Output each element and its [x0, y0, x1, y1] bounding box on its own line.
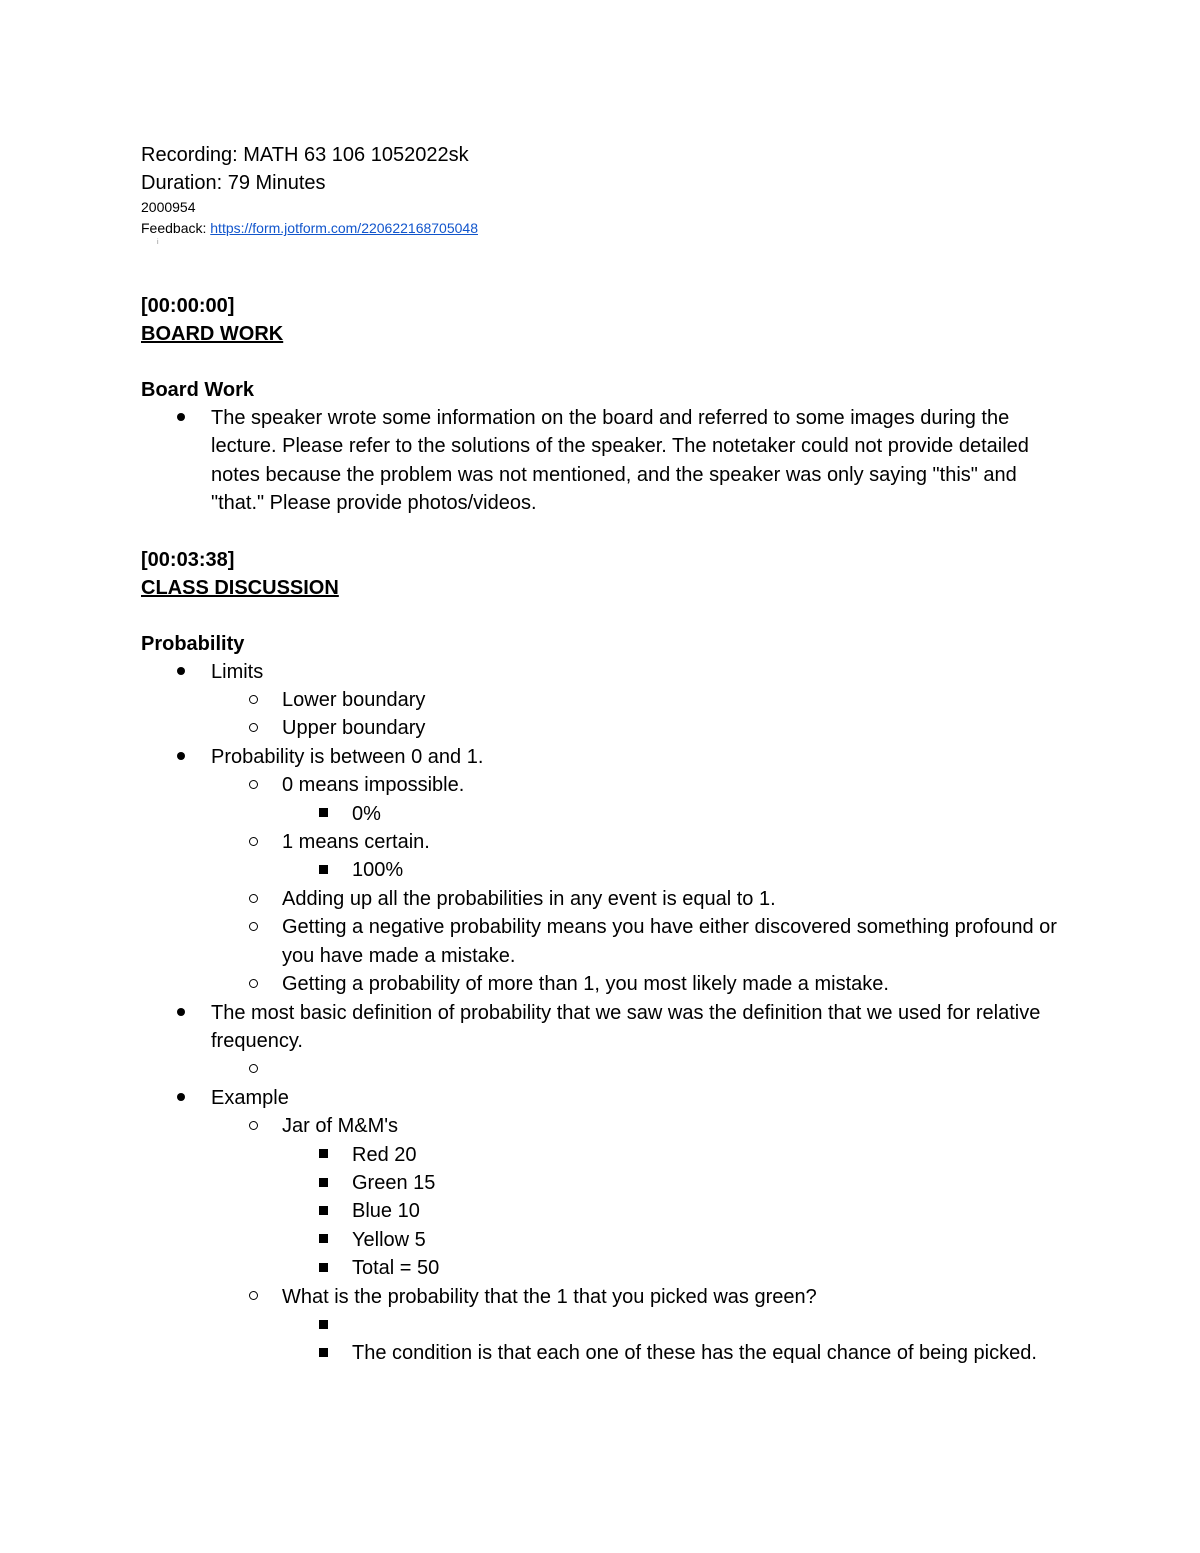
- list-item: [141, 1283, 1061, 1311]
- bullet-marker: [313, 1226, 333, 1254]
- subheading: Board Work: [141, 379, 254, 401]
- section-title: BOARD WORK: [141, 323, 284, 345]
- list-item-text: 0%: [352, 802, 381, 825]
- bullet-marker: [243, 686, 263, 714]
- list-item: [141, 1197, 1061, 1225]
- list-item-text: Probability is between 0 and 1.: [211, 745, 484, 768]
- list-item-text: 1 means certain.: [282, 831, 430, 854]
- bullet-marker: [171, 404, 191, 432]
- section-timestamp: [00:00:00]: [141, 295, 235, 317]
- list-item-text: Upper boundary: [282, 717, 426, 740]
- bullet-marker: [313, 1311, 333, 1339]
- feedback-line: [141, 218, 1061, 239]
- bullet-marker: [313, 856, 333, 884]
- list-item-text: What is the probability that the 1 that you picked was green?: [282, 1285, 817, 1308]
- section-title: CLASS DISCUSSION: [141, 576, 339, 599]
- bullet-marker: [313, 1339, 333, 1367]
- list-item: [141, 800, 1061, 828]
- bullet-marker: [313, 1141, 333, 1169]
- list-item: [141, 1226, 1061, 1254]
- document-page: [141, 0, 1061, 1368]
- bullet-marker: [243, 885, 263, 913]
- list-item: [141, 1084, 1061, 1112]
- bullet-marker: [243, 714, 263, 742]
- list-item: [141, 885, 1061, 913]
- list-item-text: 100%: [352, 859, 404, 882]
- bullet-marker: [313, 1197, 333, 1225]
- bullet-marker: [313, 1254, 333, 1282]
- list-item: [141, 404, 1061, 518]
- feedback-label: Feedback:: [141, 220, 211, 236]
- list-item-text: Blue 10: [352, 1200, 420, 1223]
- list-item-text: Green 15: [352, 1171, 436, 1194]
- list-item-text: Adding up all the probabilities in any event is equal to 1.: [282, 887, 776, 910]
- bullet-marker: [243, 970, 263, 998]
- list-item-text: The condition is that each one of these has the equal chance of being picked.: [352, 1342, 1037, 1365]
- list-item-text: Getting a negative probability means you have either discovered something profound or you have made a mistake.: [282, 916, 1057, 967]
- bullet-marker: [313, 1169, 333, 1197]
- list-item-text: The speaker wrote some information on the board and referred to some images during the lecture. Please refer to the solutions of the speaker. The notetaker could not provide detailed notes because the problem was not mentioned, and the speaker was only saying "this" and "that." Please provide photos/videos.: [211, 407, 1029, 515]
- list-item-text: Jar of M&M's: [282, 1115, 399, 1138]
- list-item-text: The most basic definition of probability that we saw was the definition that we used for relative frequency.: [211, 1001, 1041, 1052]
- bullet-marker: [243, 828, 263, 856]
- small-mark: i: [157, 239, 159, 246]
- list-item: [141, 1112, 1061, 1140]
- bullet-marker: [243, 913, 263, 941]
- list-item: [141, 771, 1061, 799]
- bullet-marker: [171, 658, 191, 686]
- list-item: [141, 686, 1061, 714]
- list-item: [141, 828, 1061, 856]
- list-item: [141, 970, 1061, 998]
- bullet-marker: [243, 1112, 263, 1140]
- list-item: [141, 1141, 1061, 1169]
- list-item-text: Total = 50: [352, 1257, 440, 1280]
- duration-text: Duration: 79 Minutes: [141, 172, 326, 194]
- list-item: [141, 856, 1061, 884]
- probability-list: [141, 658, 1061, 1368]
- bullet-marker: [171, 743, 191, 771]
- list-item: [141, 714, 1061, 742]
- recording-id: 2000954: [141, 199, 196, 215]
- list-item: [141, 1311, 1061, 1339]
- section-timestamp: [00:03:38]: [141, 548, 235, 571]
- bullet-marker: [171, 999, 191, 1027]
- list-item: [141, 1055, 1061, 1083]
- bullet-marker: [243, 771, 263, 799]
- list-item-text: Limits: [211, 660, 264, 683]
- bullet-marker: [243, 1055, 263, 1083]
- list-item-text: Example: [211, 1086, 289, 1109]
- list-item-text: Getting a probability of more than 1, you most likely made a mistake.: [282, 973, 889, 996]
- list-item: [141, 1169, 1061, 1197]
- feedback-link[interactable]: https://form.jotform.com/220622168705048: [210, 220, 478, 236]
- list-item: [141, 658, 1061, 686]
- bullet-marker: [243, 1283, 263, 1311]
- list-item-text: Red 20: [352, 1143, 417, 1166]
- list-item: [141, 1254, 1061, 1282]
- subheading: Probability: [141, 632, 245, 655]
- list-item: [141, 913, 1061, 970]
- recording-title: Recording: MATH 63 106 1052022sk: [141, 144, 469, 166]
- list-item-text: 0 means impossible.: [282, 774, 465, 797]
- bullet-marker: [313, 800, 333, 828]
- list-item-text: Lower boundary: [282, 689, 426, 712]
- list-item: [141, 999, 1061, 1056]
- bullet-marker: [171, 1084, 191, 1112]
- list-item: [141, 743, 1061, 771]
- list-item-text: Yellow 5: [352, 1228, 426, 1251]
- list-item: [141, 1339, 1061, 1367]
